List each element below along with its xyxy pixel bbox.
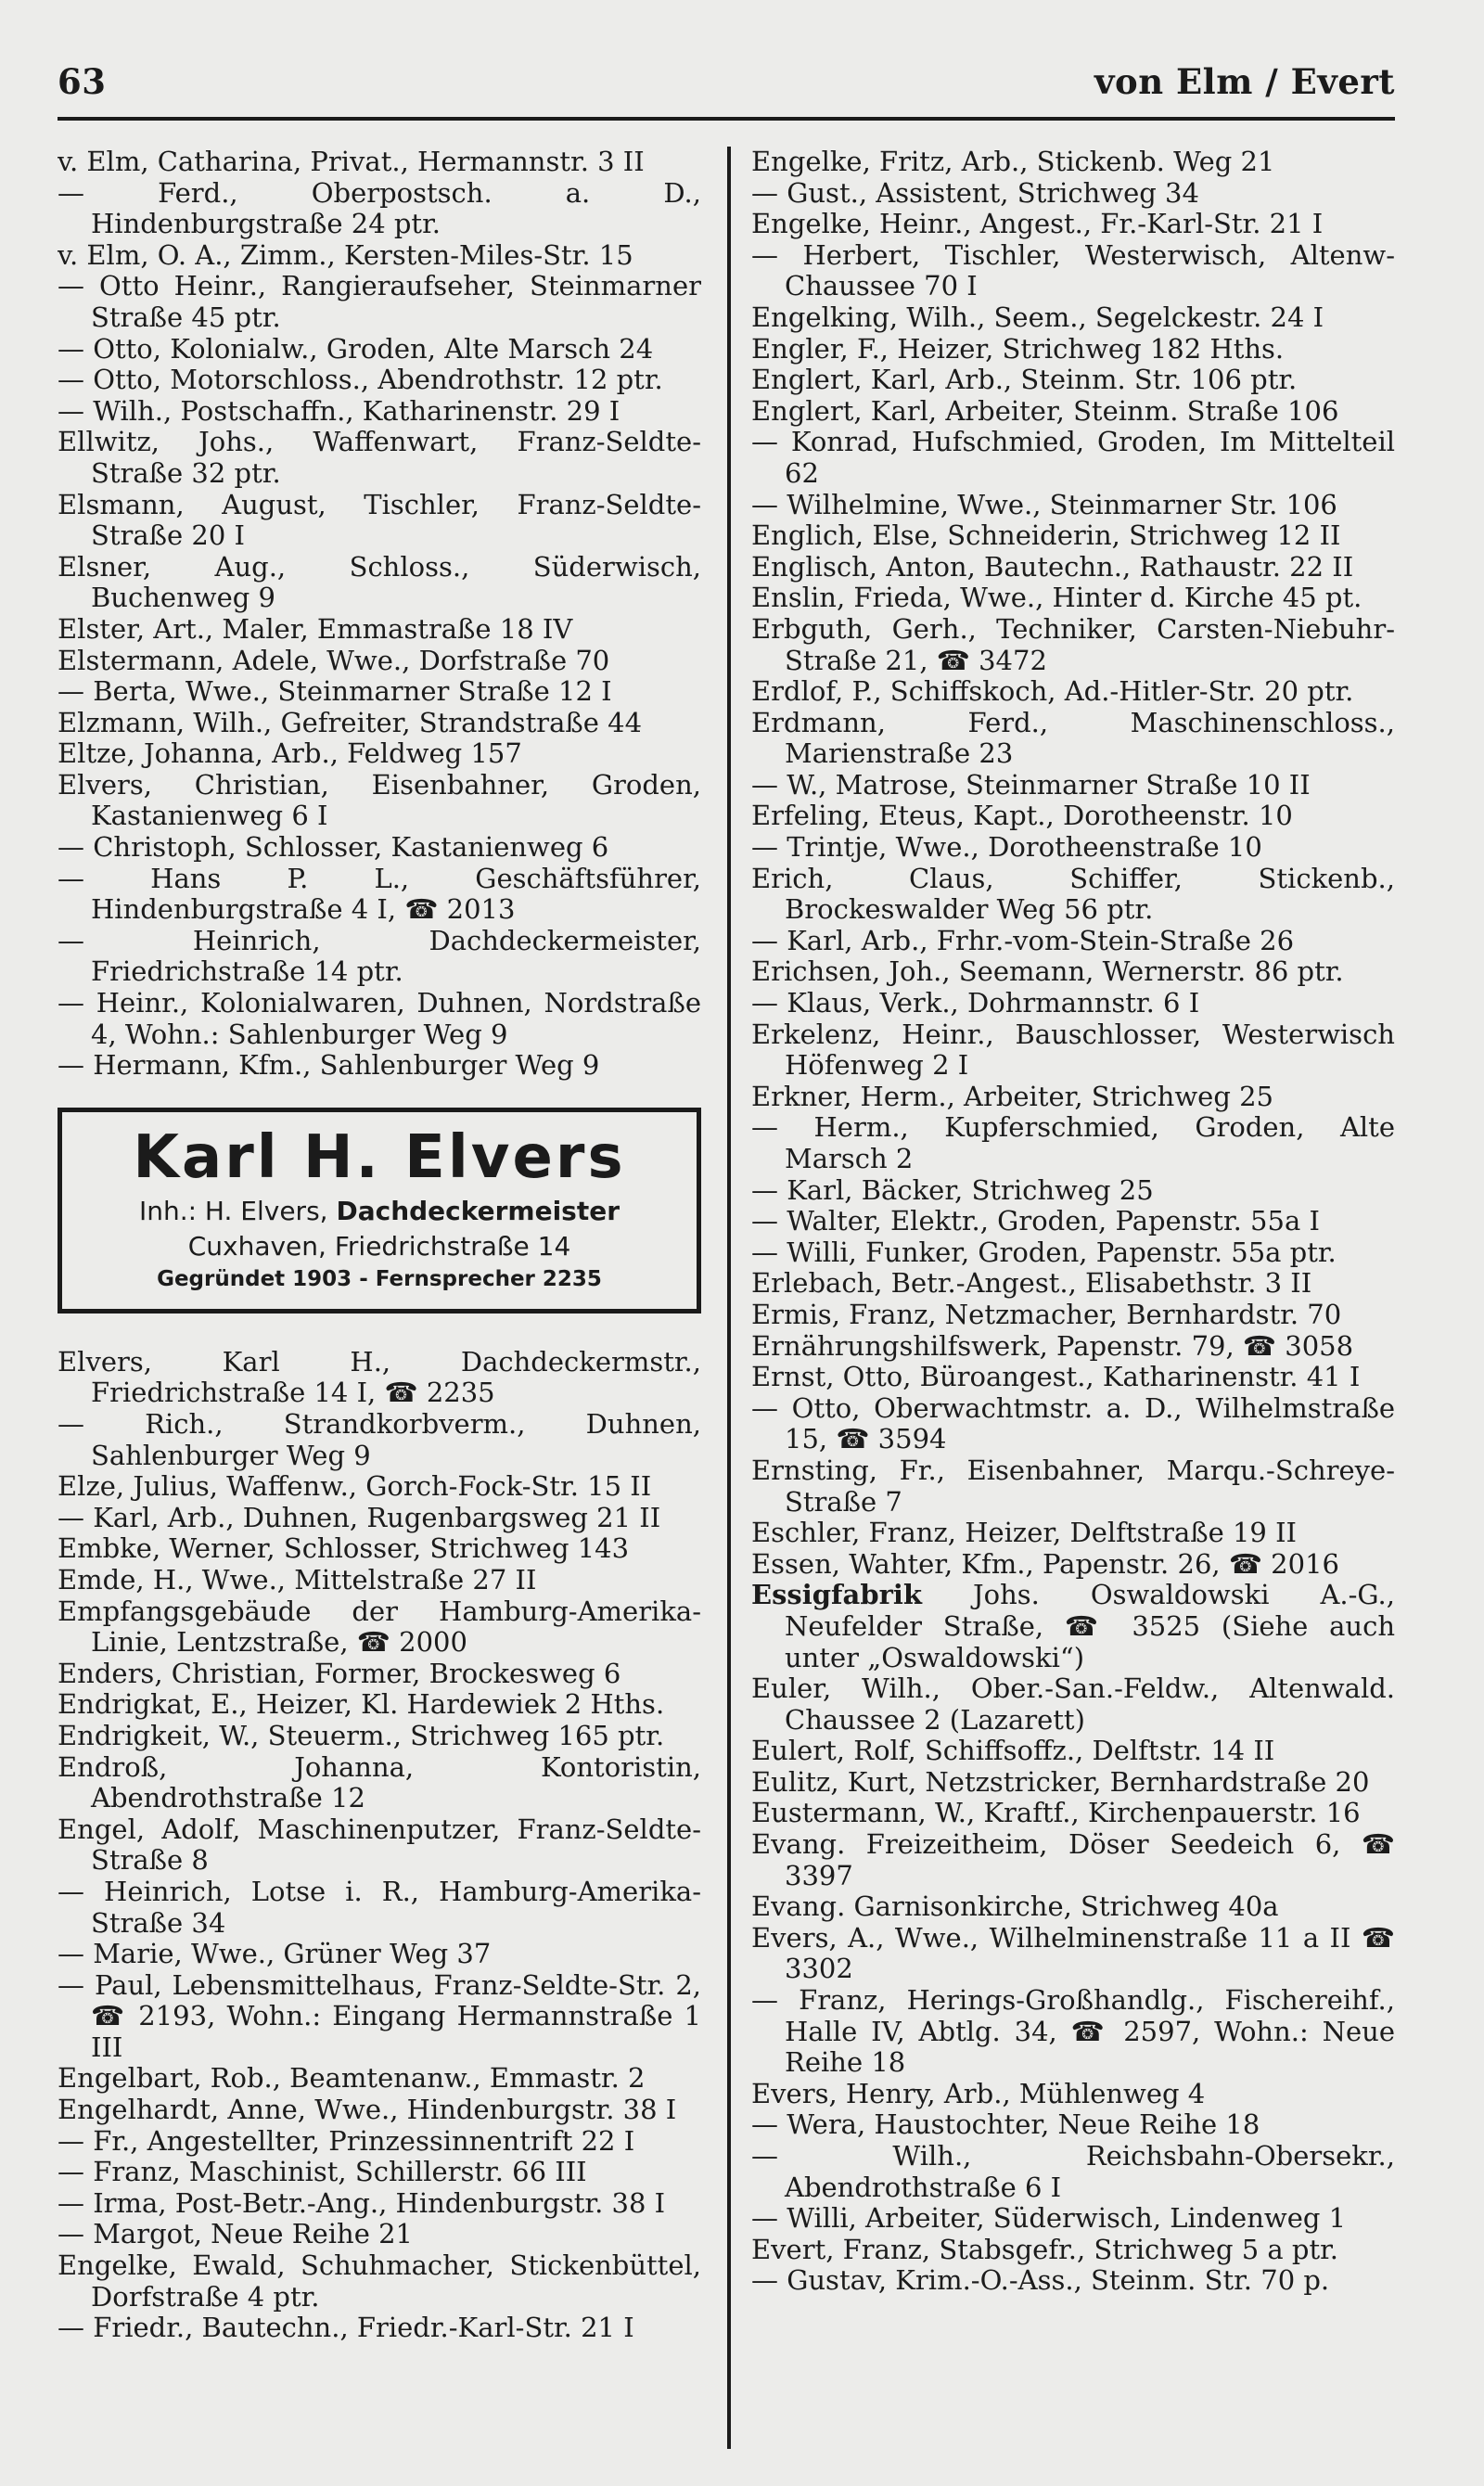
directory-entry: Erkner, Herm., Arbeiter, Strichweg 25 [751,1080,1274,1112]
directory-entry: Engelhardt, Anne, Wwe., Hindenburgstr. 38 I [58,2094,677,2126]
directory-entry: Elvers, Christian, Eisenbahner, Groden, Kastanienweg 6 I [58,768,701,832]
columns [58,147,1395,2449]
directory-entry: Eltze, Johanna, Arb., Feldweg 157 [58,737,522,770]
directory-entry: Engelke, Heinr., Angest., Fr.-Karl-Str. 21 I [751,208,1324,240]
directory-entry: Emde, H., Wwe., Mittelstraße 27 II [58,1563,537,1595]
directory-entry: Engel, Adolf, Maschinenputzer, Franz-Seldte-Straße 8 [58,1813,701,1877]
running-title: von Elm / Evert [1094,61,1395,102]
directory-entry: Eulert, Rolf, Schiffsoffz., Delftstr. 14 II [751,1735,1275,1767]
directory-entry: — Franz, Herings-Großhandlg., Fischereihf., Halle IV, Abtlg. 34, ☎ 2597, Wohn.: Neue Reihe 18 [751,1984,1395,2079]
directory-entry: — Trintje, Wwe., Dorotheenstraße 10 [751,831,1262,864]
essigfabrik-entry: Essigfabrik Johs. Oswaldowski A.-G., Neufelder Straße, ☎ 3525 (Siehe auch unter „Oswaldowski“) [751,1579,1395,1673]
directory-entry: v. Elm, O. A., Zimm., Kersten-Miles-Str. 15 [58,238,633,271]
directory-entry: — Karl, Arb., Duhnen, Rugenbargsweg 21 II [58,1501,661,1533]
directory-entry: Euler, Wilh., Ober.-San.-Feldw., Altenwald. Chaussee 2 (Lazarett) [751,1672,1395,1736]
directory-entry: Erdlof, P., Schiffskoch, Ad.-Hitler-Str. 20 ptr. [751,675,1354,708]
directory-entry: Elster, Art., Maler, Emmastraße 18 IV [58,612,573,645]
directory-entry: Erdmann, Ferd., Maschinenschloss., Marienstraße 23 [751,706,1395,770]
directory-entry: Endrigkeit, W., Steuerm., Strichweg 165 ptr. [58,1719,665,1751]
directory-entry: Eulitz, Kurt, Netzstricker, Bernhardstraße 20 [751,1765,1370,1798]
ad-company-name: Karl H. Elvers [133,1122,626,1192]
directory-entry: — Wilhelmine, Wwe., Steinmarner Str. 106 [751,488,1337,520]
directory-entry: — Walter, Elektr., Groden, Papenstr. 55a I [751,1205,1320,1237]
directory-entry: Elsner, Aug., Schloss., Süderwisch, Buchenweg 9 [58,550,701,614]
directory-entry: Evers, Henry, Arb., Mühlenweg 4 [751,2077,1206,2109]
directory-entry: — Heinrich, Lotse i. R., Hamburg-Amerika-Straße 34 [58,1875,701,1939]
directory-entry: Engler, F., Heizer, Strichweg 182 Hths. [751,332,1285,365]
ad-founded: Gegründet 1903 - Fernsprecher 2235 [157,1266,602,1291]
directory-entry: Elsmann, August, Tischler, Franz-Seldte-Straße 20 I [58,488,701,552]
directory-entry: Empfangsgebäude der Hamburg-Amerika-Linie, Lentzstraße, ☎ 2000 [58,1595,701,1659]
directory-entry: Evang. Garnisonkirche, Strichweg 40a [751,1890,1279,1923]
directory-entry: Erichsen, Joh., Seemann, Wernerstr. 86 ptr. [751,955,1344,988]
right-column [731,147,1395,2449]
directory-entry: Ermis, Franz, Netzmacher, Bernhardstr. 70 [751,1298,1342,1330]
directory-entry: — Ferd., Oberpostsch. a. D., Hindenburgstraße 24 ptr. [58,176,701,240]
directory-entry: — Franz, Maschinist, Schillerstr. 66 III [58,2156,587,2188]
directory-entry: — Marie, Wwe., Grüner Weg 37 [58,1938,492,1970]
directory-entry: Essen, Wahter, Kfm., Papenstr. 26, ☎ 2016 [751,1547,1339,1580]
directory-entry: Ernährungshilfswerk, Papenstr. 79, ☎ 3058 [751,1329,1354,1362]
directory-entry: Elzmann, Wilh., Gefreiter, Strandstraße 44 [58,706,643,738]
directory-entry: — Paul, Lebensmittelhaus, Franz-Seldte-Str. 2, ☎ 2193, Wohn.: Eingang Hermannstraße 1 III [58,1968,701,2063]
directory-entry: — Willi, Funker, Groden, Papenstr. 55a ptr. [751,1236,1337,1268]
directory-entry: — Hans P. L., Geschäftsführer, Hindenburgstraße 4 I, ☎ 2013 [58,862,701,926]
directory-entry: — Karl, Arb., Frhr.-vom-Stein-Straße 26 [751,924,1295,956]
directory-entry: Englisch, Anton, Bautechn., Rathaustr. 22 II [751,550,1354,583]
directory-entry: — Heinr., Kolonialwaren, Duhnen, Nordstraße 4, Wohn.: Sahlenburger Weg 9 [58,987,701,1050]
directory-entry: — W., Matrose, Steinmarner Straße 10 II [751,768,1311,801]
header-rule [58,117,1395,121]
directory-entry: Eschler, Franz, Heizer, Delftstraße 19 II [751,1517,1298,1549]
left-column [58,147,727,2449]
page-number: 63 [58,61,107,102]
directory-entry: Evert, Franz, Stabsgefr., Strichweg 5 a ptr. [751,2233,1339,2265]
ad-owner-trade: Dachdeckermeister [336,1195,620,1226]
directory-entry: Erich, Claus, Schiffer, Stickenb., Brockeswalder Weg 56 ptr. [751,862,1395,926]
directory-entry: — Gustav, Krim.-O.-Ass., Steinm. Str. 70 p. [751,2264,1330,2297]
directory-entry: — Irma, Post-Betr.-Ang., Hindenburgstr. 38 I [58,2186,666,2219]
directory-entry: Ernsting, Fr., Eisenbahner, Marqu.-Schreye-Straße 7 [751,1454,1395,1518]
directory-entry: — Christoph, Schlosser, Kastanienweg 6 [58,831,609,864]
directory-entry: Enders, Christian, Former, Brockesweg 6 [58,1657,621,1689]
directory-entry: — Berta, Wwe., Steinmarner Straße 12 I [58,675,612,708]
page-header [58,61,1395,113]
directory-entry: Erbguth, Gerh., Techniker, Carsten-Niebuhr-Straße 21, ☎ 3472 [751,612,1395,676]
directory-entry: — Wilh., Postschaffn., Katharinenstr. 29 I [58,394,620,427]
directory-entry: — Willi, Arbeiter, Süderwisch, Lindenweg 1 [751,2202,1347,2235]
directory-entry: Endroß, Johanna, Kontoristin, Abendrothstraße 12 [58,1750,701,1814]
ad-owner-line: Inh.: H. Elvers, Dachdeckermeister [138,1195,620,1226]
directory-entry: Elstermann, Adele, Wwe., Dorfstraße 70 [58,644,610,676]
directory-entry: — Klaus, Verk., Dohrmannstr. 6 I [751,987,1200,1019]
ad-address: Cuxhaven, Friedrichstraße 14 [187,1230,571,1262]
directory-entry: Evang. Freizeitheim, Döser Seedeich 6, ☎ 3397 [751,1828,1395,1891]
directory-entry: Engelbart, Rob., Beamtenanw., Emmastr. 2 [58,2062,646,2095]
directory-entry: — Friedr., Bautechn., Friedr.-Karl-Str. 21 I [58,2312,634,2344]
directory-entry: — Heinrich, Dachdeckermeister, Friedrichstraße 14 ptr. [58,924,701,988]
directory-entry: — Wera, Haustochter, Neue Reihe 18 [751,2108,1260,2141]
directory-entry: — Otto, Kolonialw., Groden, Alte Marsch 24 [58,332,654,365]
directory-entry: — Rich., Strandkorbverm., Duhnen, Sahlenburger Weg 9 [58,1408,701,1471]
directory-entry: Erlebach, Betr.-Angest., Elisabethstr. 3 II [751,1267,1312,1300]
directory-entry: Englert, Karl, Arbeiter, Steinm. Straße 106 [751,394,1339,427]
directory-entry: — Otto Heinr., Rangieraufseher, Steinmarner Straße 45 ptr. [58,270,701,333]
directory-entry: Erkelenz, Heinr., Bauschlosser, Westerwisch Höfenweg 2 I [751,1018,1395,1082]
advertisement-box [58,1108,701,1313]
directory-entry: — Konrad, Hufschmied, Groden, Im Mittelteil 62 [751,426,1395,489]
directory-entry: Engelking, Wilh., Seem., Segelckestr. 24 I [751,301,1324,333]
directory-entry: Engelke, Fritz, Arb., Stickenb. Weg 21 [751,147,1275,177]
directory-entry: Engelke, Ewald, Schuhmacher, Stickenbüttel, Dorfstraße 4 ptr. [58,2249,701,2313]
directory-entry: Ellwitz, Johs., Waffenwart, Franz-Seldte-Straße 32 ptr. [58,426,701,489]
directory-entry: — Otto, Oberwachtmstr. a. D., Wilhelmstraße 15, ☎ 3594 [751,1391,1395,1455]
directory-entry: — Gust., Assistent, Strichweg 34 [751,176,1199,209]
directory-entry: — Fr., Angestellter, Prinzessinnentrift 22 I [58,2124,635,2157]
directory-entry: — Wilh., Reichsbahn-Obersekr., Abendrothstraße 6 I [751,2140,1395,2203]
directory-entry: Elvers, Karl H., Dachdeckermstr., Friedrichstraße 14 I, ☎ 2235 [58,1345,701,1409]
directory-entry: Embke, Werner, Schlosser, Strichweg 143 [58,1532,630,1565]
directory-entry: Evers, A., Wwe., Wilhelminenstraße 11 a II ☎ 3302 [751,1921,1395,1985]
directory-entry: Ernst, Otto, Büroangest., Katharinenstr. 41 I [751,1361,1361,1393]
directory-entry: Elze, Julius, Waffenw., Gorch-Fock-Str. 15 II [58,1470,652,1503]
directory-entry: — Herbert, Tischler, Westerwisch, Altenw-Chaussee 70 I [751,238,1395,302]
directory-entry: Eustermann, W., Kraftf., Kirchenpauerstr. 16 [751,1797,1361,1829]
directory-entry: Englert, Karl, Arb., Steinm. Str. 106 ptr. [751,364,1298,396]
directory-entry: — Hermann, Kfm., Sahlenburger Weg 9 [58,1049,600,1082]
directory-entry: v. Elm, Catharina, Privat., Hermannstr. 3 II [58,147,645,177]
directory-entry: — Herm., Kupferschmied, Groden, Alte Marsch 2 [751,1111,1395,1174]
directory-entry: Erfeling, Eteus, Kapt., Dorotheenstr. 10 [751,800,1293,832]
directory-entry: — Karl, Bäcker, Strichweg 25 [751,1173,1154,1206]
directory-entry: — Otto, Motorschloss., Abendrothstr. 12 ptr. [58,364,663,396]
directory-entry: Enslin, Frieda, Wwe., Hinter d. Kirche 45 pt. [751,582,1362,614]
directory-entry: — Margot, Neue Reihe 21 [58,2218,414,2250]
directory-entry: Endrigkat, E., Heizer, Kl. Hardewiek 2 Hths. [58,1688,665,1721]
directory-entry: Englich, Else, Schneiderin, Strichweg 12 II [751,519,1341,552]
